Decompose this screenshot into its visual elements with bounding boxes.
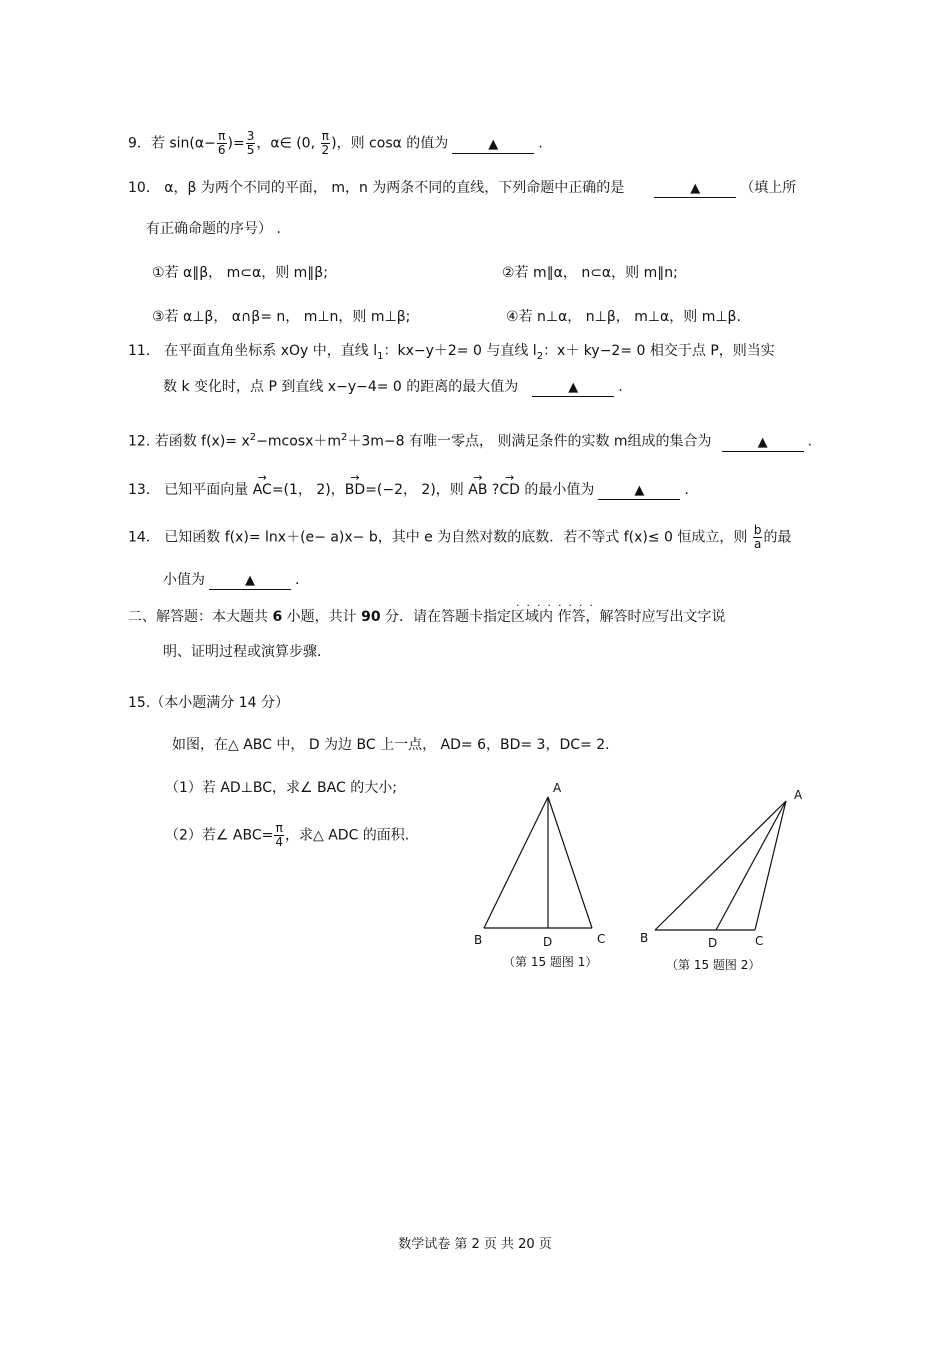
q12-end: . [807, 433, 813, 450]
q15-fraction-pi-4: $\frac{\pi}{4}$ [275, 821, 283, 849]
q11-end: . [618, 379, 623, 395]
q11-answer-blank[interactable]: ▲ [532, 380, 614, 397]
q12-text-2: −mcosx＋m [256, 433, 342, 450]
q10-answer-blank[interactable]: ▲ [654, 181, 736, 198]
q12-sup-1: 2 [249, 432, 257, 443]
question-15-part-1: （1）若 AD⊥BC，求∠ BAC 的大小; [165, 780, 397, 796]
emphasis-dots: ........ [516, 596, 600, 609]
q13-text-4: ? [487, 482, 500, 498]
fig1-label-c: C [597, 932, 606, 946]
q13-answer-blank[interactable]: ▲ [598, 483, 680, 500]
fig1-label-b: B [474, 933, 483, 947]
fig1-label-a: A [553, 781, 562, 795]
section-2-line-2: 明、证明过程或演算步骤. [163, 644, 322, 660]
q9-text-1: 若 sin(α− [150, 135, 216, 152]
q13-text-2: =(1， 2)， [271, 482, 345, 498]
q11-text-c: ：x＋ ky−2= 0 相交于点 P，则当实 [543, 343, 775, 359]
q10-option-3: ③若 α⊥β， α∩β= n， m⊥n，则 m⊥β; [152, 309, 411, 325]
q14-text-2: 的最 [763, 529, 792, 546]
vector-cd: → CD [499, 480, 520, 500]
q15-part2-text-2: ，求△ ADC 的面积. [285, 827, 410, 844]
q14-end: . [295, 572, 300, 588]
question-15-title: 15.（本小题满分 14 分） [128, 695, 289, 711]
q12-text-3: ＋3m−8 有唯一零点， 则满足条件的实数 m组成的集合为 [347, 433, 712, 450]
q9-fraction-pi-6: $\frac{\pi}{6}$ [217, 129, 226, 157]
fig2-caption: （第 15 题图 2） [666, 958, 761, 972]
vector-ac: → AC [253, 480, 272, 500]
q11-sub-2: 2 [536, 350, 544, 362]
q14-answer-blank[interactable]: ▲ [209, 573, 291, 590]
q11-text-b: ：kx−y＋2= 0 与直线 l [383, 343, 537, 359]
section2-points: 90 [361, 609, 381, 625]
fig2-label-d: D [708, 936, 718, 950]
q9-text-2: )= [227, 135, 245, 152]
q13-text-3: =(−2， 2)，则 [365, 482, 469, 498]
q10-tail: （填上所 [740, 180, 797, 196]
fig1-side-ab [484, 797, 548, 928]
q9-text-4: )，则 cosα 的值为 [331, 135, 449, 152]
q13-end: . [684, 482, 689, 498]
vector-ab: → AB [468, 480, 487, 500]
q10-text: 10． α，β 为两个不同的平面， m，n 为两条不同的直线，下列命题中正确的是 [128, 180, 625, 196]
question-15-description: 如图，在△ ABC 中， D 为边 BC 上一点， AD= 6，BD= 3，DC= 2. [172, 737, 610, 753]
q13-text-5: 的最小值为 [519, 482, 595, 498]
fig2-label-c: C [755, 934, 764, 948]
q10-option-4: ④若 n⊥α， n⊥β， m⊥α，则 m⊥β. [506, 309, 741, 325]
q12-sup-2: 2 [341, 432, 348, 443]
q11-text-a: 11． 在平面直角坐标系 xOy 中，直线 l [128, 343, 378, 359]
q11-text-2: 数 k 变化时，点 P 到直线 x−y−4= 0 的距离的最大值为 [163, 379, 519, 395]
fig2-label-a: A [794, 788, 803, 802]
q9-fraction-3-5: $\frac{3}{5}$ [246, 129, 255, 157]
fig1-side-ac [548, 797, 592, 928]
fig2-side-ac [755, 801, 786, 930]
q14-text-3: 小值为 [163, 572, 205, 588]
fig1-caption: （第 15 题图 1） [503, 955, 598, 969]
q10-option-1: ①若 α∥β， m⊂α，则 m∥β; [152, 265, 328, 281]
section2-text-2: 小题，共计 [282, 609, 362, 625]
q9-number: 9． [128, 135, 151, 152]
fig1-label-d: D [543, 935, 553, 949]
page-footer: 数学试卷 第 2 页 共 20 页 [398, 1237, 552, 1252]
q12-text-1: 12. 若函数 f(x)= x [128, 433, 250, 450]
q10-option-2: ②若 m∥α， n⊂α，则 m∥n; [502, 265, 678, 281]
section2-text-3: 分．请在答题卡指定区域内 作答，解答时应写出文字说 [380, 609, 726, 625]
q11-sub-1: 1 [377, 350, 384, 362]
q9-text-3: ，α∈ (0, [256, 135, 320, 152]
section2-count: 6 [272, 609, 283, 625]
q9-fraction-pi-2: $\frac{\pi}{2}$ [321, 129, 330, 157]
q13-text-1: 13． 已知平面向量 [128, 482, 253, 498]
q14-text-1: 14． 已知函数 f(x)= lnx＋(e− a)x− b，其中 e 为自然对数的底数．若不等式 f(x)≤ 0 恒成立，则 [128, 529, 752, 546]
q12-answer-blank[interactable]: ▲ [722, 435, 804, 452]
section2-text-1: 二、解答题：本大题共 [128, 609, 273, 625]
q9-end: . [538, 135, 543, 152]
fig2-segment-ad [716, 801, 786, 930]
vector-bd: → BD [345, 480, 365, 500]
fig2-label-b: B [640, 931, 649, 945]
q14-fraction-b-a: $\frac{b}{a}$ [753, 523, 762, 551]
question-10-line-2: 有正确命题的序号） . [146, 221, 281, 237]
q15-part2-text-1: （2）若∠ ABC= [165, 827, 274, 844]
fig2-side-ab [655, 801, 786, 930]
q9-answer-blank[interactable]: ▲ [452, 137, 534, 154]
